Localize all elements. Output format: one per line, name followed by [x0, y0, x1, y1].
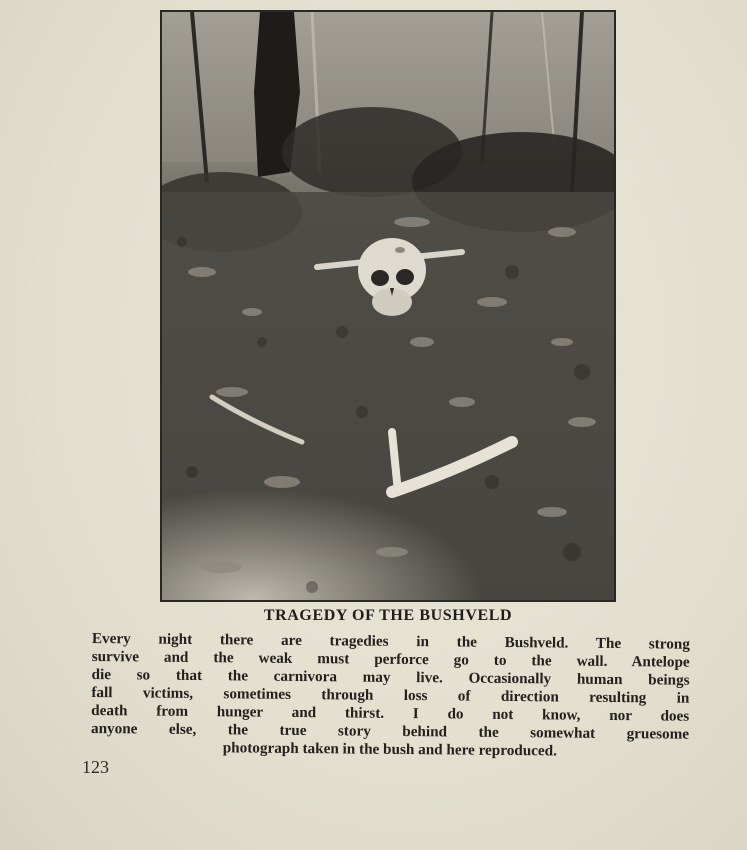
- photograph-skull-icon: [162, 12, 614, 600]
- caption-title: TRAGEDY OF THE BUSHVELD: [263, 607, 513, 624]
- caption-line: die so that the carnivora may live. Occasionally human beings: [91, 665, 690, 689]
- caption-line: death from hunger and thirst. I do not know, nor does: [91, 701, 690, 725]
- page-number: 123: [82, 757, 109, 777]
- bushveld-photograph: [160, 10, 616, 602]
- caption-line: Every night there are tragedies in the Bushveld. The strong: [91, 630, 690, 653]
- caption-line: survive and the weak must perforce go to the wall. Antelope: [91, 647, 690, 671]
- caption-line: fall victims, sometimes through loss of direction resulting in: [91, 683, 690, 707]
- caption-line: photograph taken in the bush and here reproduced.: [222, 739, 558, 760]
- caption-line: anyone else, the true story behind the somewhat gruesome: [90, 719, 690, 743]
- caption-paragraph: [91, 630, 690, 762]
